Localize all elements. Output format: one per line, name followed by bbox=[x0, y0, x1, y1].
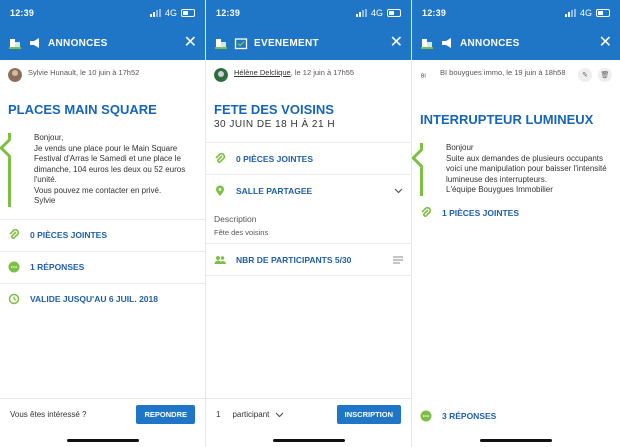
paperclip-icon bbox=[214, 153, 226, 165]
network-label: 4G bbox=[579, 8, 592, 18]
author-line: Hélène Delclique, le 12 juin à 17h55 bbox=[206, 60, 411, 94]
attachments-row[interactable]: 0 PIÈCES JOINTES bbox=[0, 219, 205, 251]
app-bar bbox=[412, 26, 620, 60]
participant-label: participant bbox=[232, 409, 270, 419]
page-title: EVENEMENT bbox=[254, 37, 319, 49]
status-time: 12:39 bbox=[10, 8, 35, 18]
author-name-link[interactable]: Hélène Delclique bbox=[234, 68, 291, 77]
annonce-title: INTERRUPTEUR LUMINEUX bbox=[420, 112, 594, 127]
author-text: BI bouygues immo, le 19 juin à 18h58 bbox=[440, 68, 566, 77]
attachments-row[interactable]: 1 PIÈCES JOINTES bbox=[412, 198, 620, 229]
chevron-down-icon[interactable] bbox=[275, 410, 284, 419]
message-bubble: Bonjour Suite aux demandes de plusieurs occupants voici une manipulation pour baisser l'intensité lumineuse des interrupteurs. L'équipe Bouygues Immobilier bbox=[412, 143, 620, 196]
replies-row[interactable]: 1 RÉPONSES bbox=[0, 251, 205, 283]
close-icon[interactable]: ✕ bbox=[183, 34, 197, 51]
location-row[interactable]: SALLE PARTAGEE bbox=[206, 174, 411, 206]
trash-icon[interactable]: 🗑 bbox=[598, 68, 612, 82]
status-time: 12:39 bbox=[216, 8, 241, 18]
close-icon[interactable]: ✕ bbox=[389, 34, 403, 51]
close-icon[interactable]: ✕ bbox=[598, 34, 612, 51]
quote-chevron-icon bbox=[0, 138, 19, 158]
battery-icon bbox=[596, 9, 610, 17]
quote-chevron-icon bbox=[412, 148, 431, 168]
participant-count[interactable]: 1 bbox=[216, 409, 221, 419]
status-bar bbox=[206, 0, 411, 26]
signal-icon bbox=[356, 9, 367, 17]
edit-icon[interactable]: ✎ bbox=[578, 68, 592, 82]
page-title: ANNONCES bbox=[460, 37, 520, 49]
building-logo-icon bbox=[214, 36, 228, 50]
megaphone-icon bbox=[28, 36, 42, 50]
battery-icon bbox=[387, 9, 401, 17]
building-logo-icon bbox=[8, 36, 22, 50]
signal-icon bbox=[565, 9, 576, 17]
svg-text:BI: BI bbox=[421, 73, 426, 80]
paperclip-icon bbox=[420, 207, 432, 219]
event-title: FETE DES VOISINS bbox=[214, 102, 334, 117]
participants-row[interactable]: NBR DE PARTICIPANTS 5/30 bbox=[206, 243, 411, 276]
calendar-check-icon bbox=[234, 36, 248, 50]
description-label: Description bbox=[214, 214, 257, 224]
megaphone-icon bbox=[440, 36, 454, 50]
bouygues-logo-avatar[interactable] bbox=[420, 68, 434, 82]
bottom-action-bar bbox=[206, 398, 411, 429]
chat-bubble-icon bbox=[8, 261, 20, 273]
interest-question: Vous êtes intéressé ? bbox=[10, 409, 87, 419]
app-bar bbox=[0, 26, 205, 60]
description-text: Fête des voisins bbox=[214, 228, 269, 237]
screen-annonce-places bbox=[0, 0, 206, 447]
annonce-title: PLACES MAIN SQUARE bbox=[8, 102, 157, 117]
network-label: 4G bbox=[370, 8, 383, 18]
author-line bbox=[412, 60, 620, 94]
event-date: 30 JUIN DE 18 H À 21 H bbox=[214, 119, 336, 130]
paperclip-icon bbox=[8, 229, 20, 241]
attachments-row[interactable]: 0 PIÈCES JOINTES bbox=[206, 142, 411, 174]
page-title: ANNONCES bbox=[48, 37, 108, 49]
reply-button[interactable]: REPONDRE bbox=[136, 405, 195, 424]
author-line bbox=[0, 60, 205, 94]
register-button[interactable]: INSCRIPTION bbox=[337, 405, 401, 424]
chat-bubble-icon bbox=[420, 410, 432, 422]
screen-evenement bbox=[206, 0, 412, 447]
screen-annonce-interrupteur bbox=[412, 0, 620, 447]
building-logo-icon bbox=[420, 36, 434, 50]
replies-row[interactable]: 3 RÉPONSES bbox=[412, 400, 620, 431]
signal-icon bbox=[150, 9, 161, 17]
status-time: 12:39 bbox=[422, 8, 447, 18]
map-pin-icon bbox=[214, 185, 226, 197]
status-bar bbox=[412, 0, 620, 26]
battery-icon bbox=[181, 9, 195, 17]
home-indicator[interactable] bbox=[273, 439, 345, 442]
author-text: Sylvie Hunault, le 10 juin à 17h52 bbox=[28, 68, 140, 77]
bottom-action-bar bbox=[0, 398, 205, 429]
message-bubble: Bonjour, Je vends une place pour le Main Square Festival d'Arras le Samedi et une place le dimanche, 104 euros les deux ou 52 euros l'unité. Vous pouvez me contacter en privé. Sylvie bbox=[0, 133, 205, 207]
app-bar bbox=[206, 26, 411, 60]
avatar[interactable] bbox=[214, 68, 228, 82]
avatar[interactable] bbox=[8, 68, 22, 82]
validity-row: VALIDE JUSQU'AU 6 JUIL. 2018 bbox=[0, 283, 205, 315]
clock-arrow-icon bbox=[8, 293, 20, 305]
list-icon[interactable] bbox=[393, 256, 403, 264]
status-bar bbox=[0, 0, 205, 26]
people-icon bbox=[214, 254, 226, 266]
home-indicator[interactable] bbox=[67, 439, 139, 442]
chevron-down-icon[interactable] bbox=[394, 186, 403, 195]
network-label: 4G bbox=[164, 8, 177, 18]
home-indicator[interactable] bbox=[480, 439, 552, 442]
